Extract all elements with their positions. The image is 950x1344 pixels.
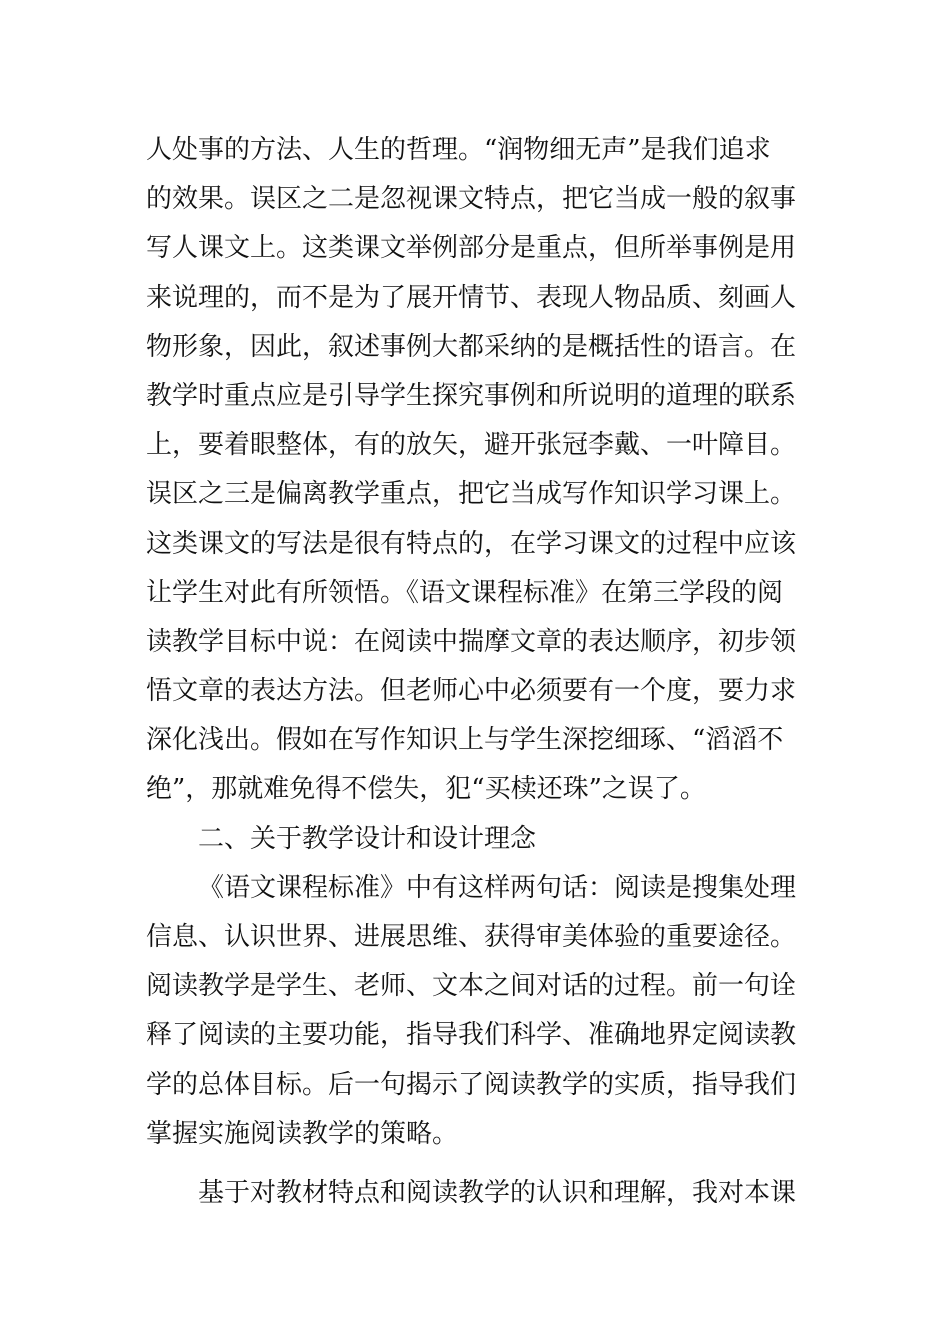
text-line: 的效果。误区之二是忽视课文特点，把它当成一般的叙事 [146, 184, 797, 215]
text-line: 写人课文上。这类课文举例部分是重点，但所举事例是用 [146, 233, 797, 264]
text-line: 这类课文的写法是很有特点的，在学习课文的过程中应该 [146, 528, 797, 559]
paragraph-2 [146, 864, 826, 1159]
text-line: 误区之三是偏离教学重点，把它当成写作知识学习课上。 [146, 479, 797, 510]
text-line: 教学时重点应是引导学生探究事例和所说明的道理的联系 [146, 380, 797, 411]
section-heading: 二、关于教学设计和设计理念 [198, 823, 537, 854]
text-line: 基于对教材特点和阅读教学的认识和理解，我对本课 [198, 1177, 797, 1208]
paragraph-gap [146, 1159, 826, 1169]
text-line: 掌握实施阅读教学的策略。 [146, 1118, 459, 1149]
document-body [146, 126, 826, 1218]
paragraph-3 [146, 1169, 826, 1218]
text-line: 深化浅出。假如在写作知识上与学生深挖细琢、“滔滔不 [146, 725, 784, 756]
text-line: 人处事的方法、人生的哲理。“润物细无声”是我们追求 [146, 135, 771, 165]
text-line: 信息、认识世界、进展思维、获得审美体验的重要途径。 [146, 922, 797, 952]
text-line: 学的总体目标。后一句揭示了阅读教学的实质，指导我们 [146, 1069, 797, 1100]
text-line: 上，要着眼整体，有的放矢，避开张冠李戴、一叶障目。 [146, 430, 797, 461]
text-line: 《语文课程标准》中有这样两句话：阅读是搜集处理 [198, 872, 797, 903]
text-line: 来说理的，而不是为了展开情节、表现人物品质、刻画人 [146, 282, 797, 313]
text-line: 让学生对此有所领悟。《语文课程标准》在第三学段的阅 [146, 577, 784, 608]
text-line: 悟文章的表达方法。但老师心中必须要有一个度，要力求 [146, 676, 797, 707]
text-line: 阅读教学是学生、老师、文本之间对话的过程。前一句诠 [146, 971, 797, 1002]
text-line: 读教学目标中说：在阅读中揣摩文章的表达顺序，初步领 [146, 626, 797, 657]
text-line: 绝”，那就难免得不偿失，犯“买椟还珠”之误了。 [146, 774, 706, 805]
text-line: 物形象，因此，叙述事例大都采纳的是概括性的语言。在 [146, 331, 797, 362]
text-line: 释了阅读的主要功能，指导我们科学、准确地界定阅读教 [146, 1020, 797, 1051]
paragraph-1 [146, 126, 826, 815]
